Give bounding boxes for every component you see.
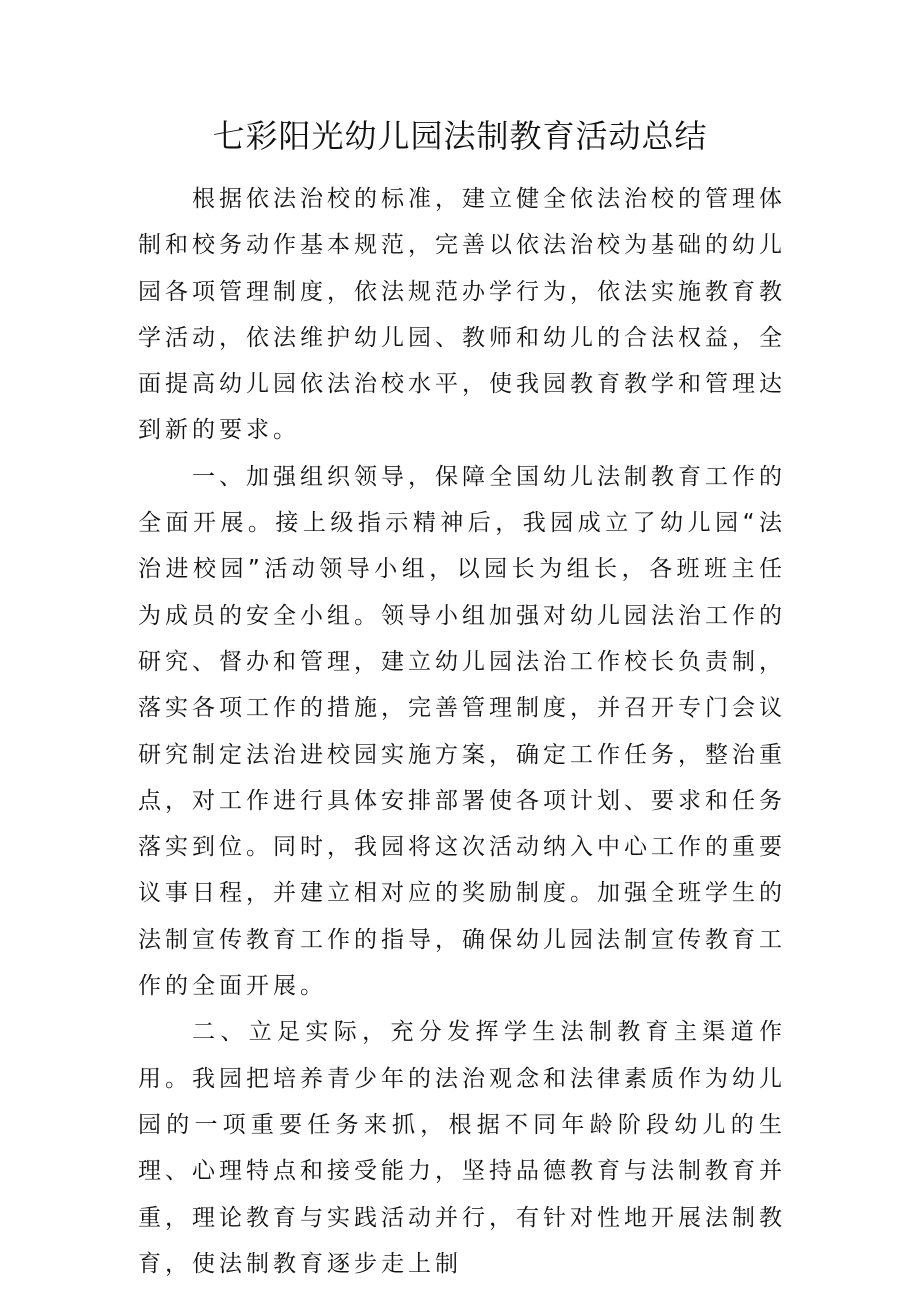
paragraph-section-1: 一、加强组织领导，保障全国幼儿法制教育工作的全面开展。接上级指示精神后，我园成立了幼儿园“法治进校园”活动领导小组，以园长为组长，各班班主任为成员的安全小组。领导小组加强对幼儿园法治工作的研究、督办和管理，建立幼儿园法治工作校长负责制，落实各项工作的措施，完善管理制度，并召开专门会议研究制定法治进校园实施方案，确定工作任务，整治重点，对工作进行具体安排部署使各项计划、要求和任务落实到位。同时，我园将这次活动纳入中心工作的重要议事日程，并建立相对应的奖励制度。加强全班学生的法制宣传教育工作的指导，确保幼儿园法制宣传教育工作的全面开展。	[138, 463, 786, 1000]
paragraph-section-2: 二、立足实际，充分发挥学生法制教育主渠道作用。我园把培养青少年的法治观念和法律素质作为幼儿园的一项重要任务来抓，根据不同年龄阶段幼儿的生理、心理特点和接受能力，坚持品德教育与法制教育并重，理论教育与实践活动并行，有针对性地开展法制教育，使法制教育逐步走上制	[138, 1019, 786, 1277]
paragraph-intro: 根据依法治校的标准，建立健全依法治校的管理体制和校务动作基本规范，完善以依法治校为基础的幼儿园各项管理制度，依法规范办学行为，依法实施教育教学活动，依法维护幼儿园、教师和幼儿的合法权益，全面提高幼儿园依法治校水平，使我园教育教学和管理达到新的要求。	[138, 186, 786, 444]
document-title: 七彩阳光幼儿园法制教育活动总结	[212, 117, 708, 155]
document-body	[138, 176, 786, 1287]
